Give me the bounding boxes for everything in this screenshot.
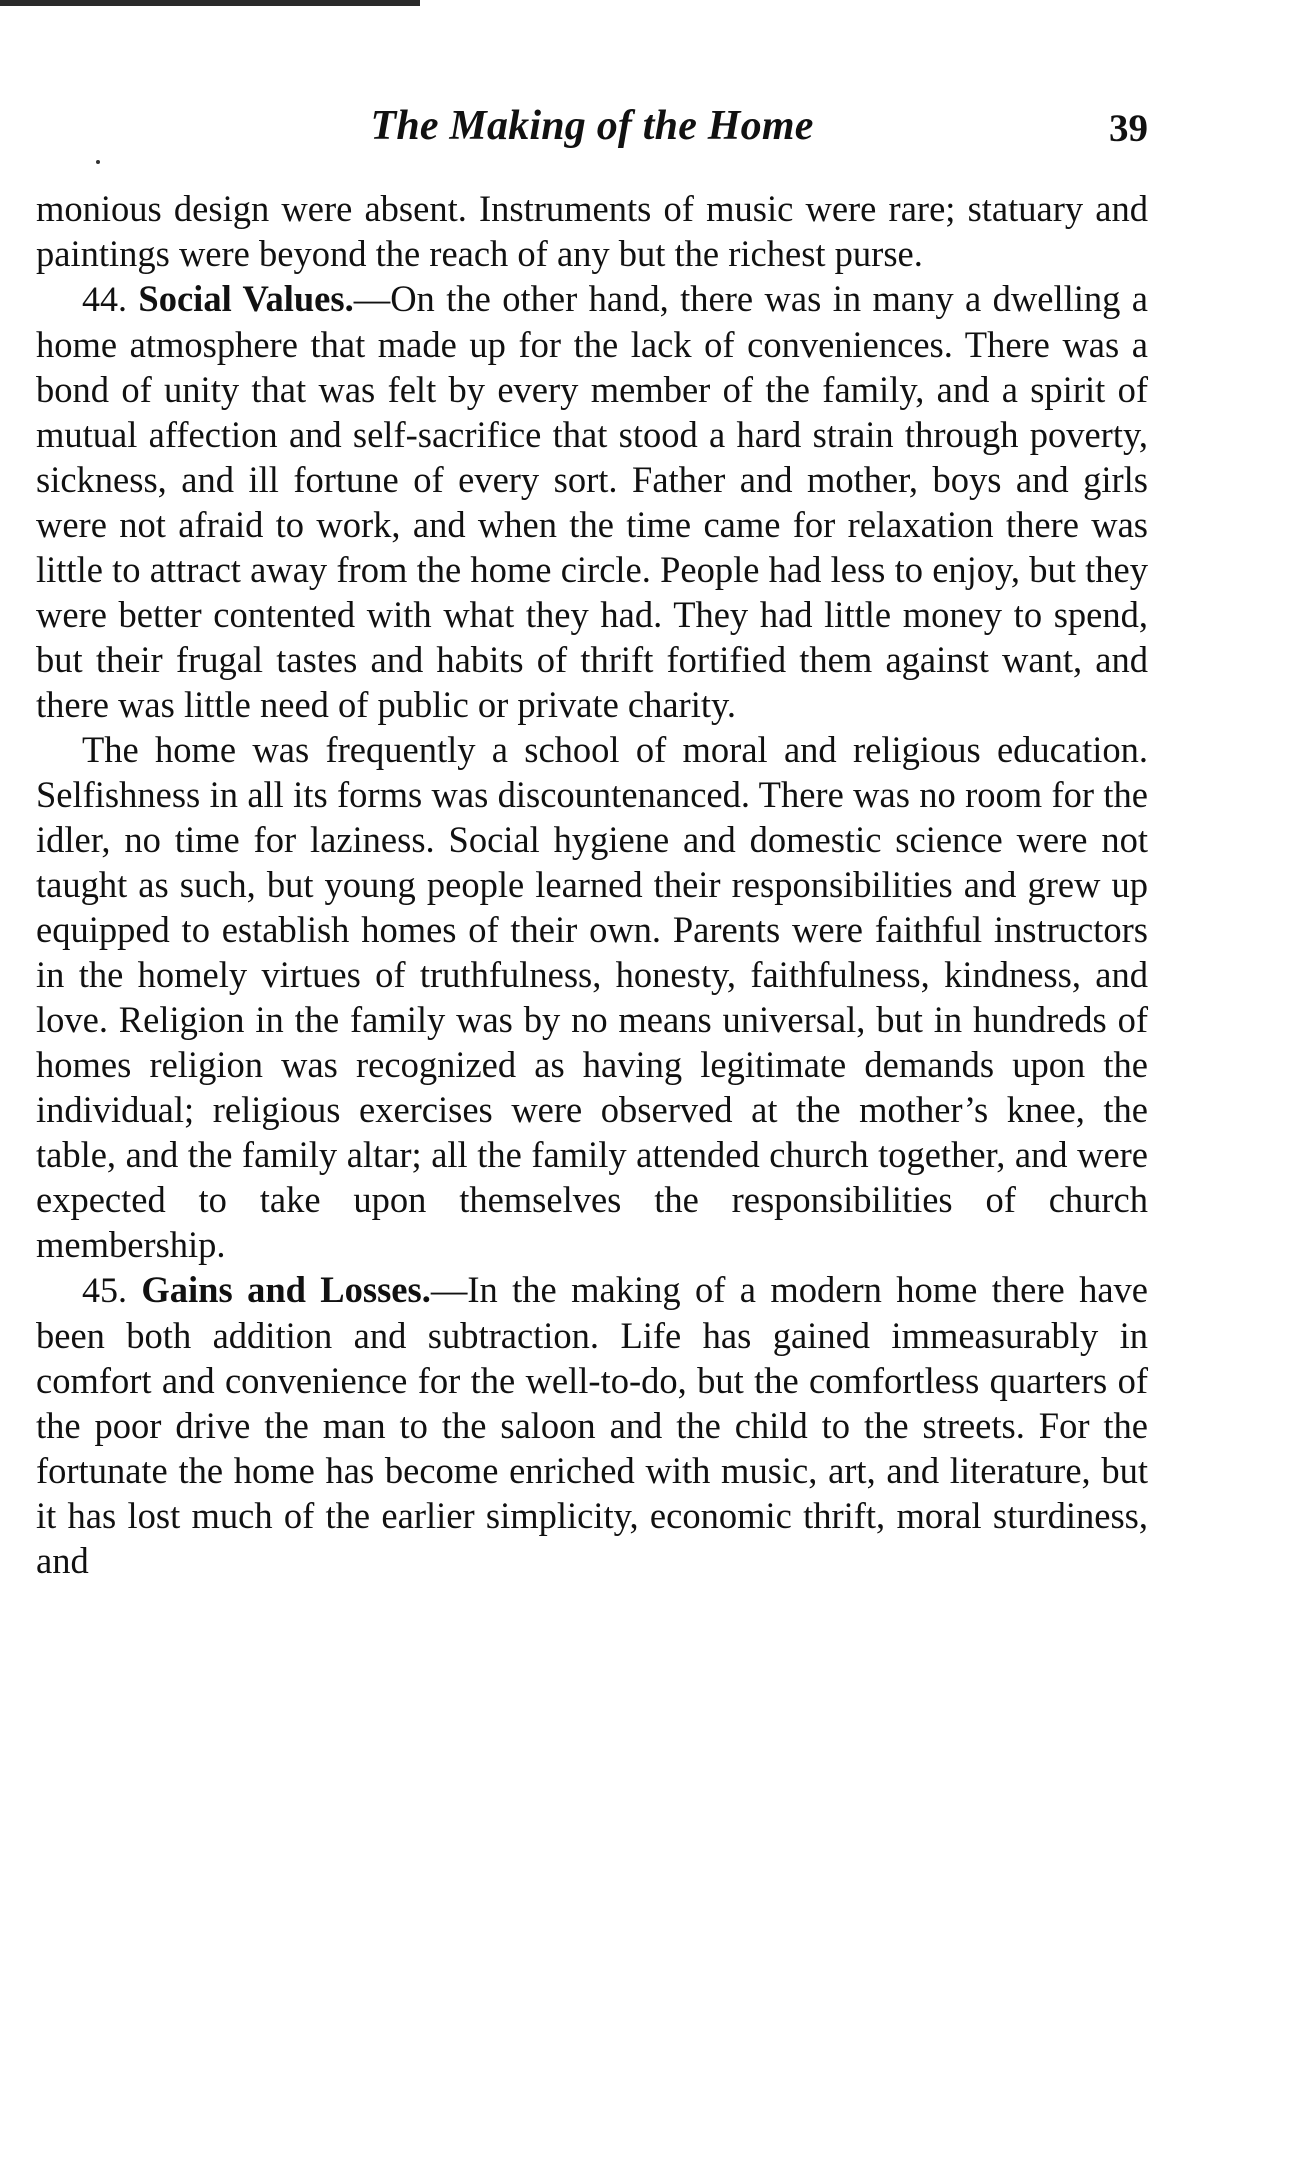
paragraph-gains-losses: [36, 1267, 1148, 1583]
running-title: The Making of the Home: [370, 103, 814, 149]
page-number: 39: [1109, 107, 1148, 150]
section-heading: Social Values.: [138, 278, 354, 319]
running-header: [36, 94, 1148, 164]
paragraph-continuation: monious design were absent. Instruments of music were rare; statuary and paintings were beyond the reach of any but the richest purse.: [36, 188, 1148, 274]
section-number: 44.: [82, 279, 127, 319]
scan-edge: [0, 0, 420, 6]
section-text: —In the making of a modern home there have been both addition and subtraction. Life has gained immeasurably in comfort and convenience for the well-to-do, but the comfortless quarters of the poor drive the man to the saloon and the child to the streets. For the fortunate the home has become enriched with music, art, and literature, but it has lost much of the earlier simplicity, economic thrift, moral sturdiness, and: [36, 1269, 1148, 1581]
section-text: —On the other hand, there was in many a dwelling a home atmosphere that made up for the lack of conveniences. There was a bond of unity that was felt by every member of the family, and a spirit of mutual affection and self-sacrifice that stood a hard strain through poverty, sickness, and ill fortune of every sort. Father and mother, boys and girls were not afraid to work, and when the time came for relaxation there was little to attract away from the home circle. People had less to enjoy, but they were better contented with what they had. They had little money to spend, but their frugal tastes and habits of thrift fortified them against want, and there was little need of public or private charity.: [36, 278, 1148, 725]
paragraph-social-values: [36, 276, 1148, 727]
section-heading: Gains and Losses.: [141, 1269, 431, 1310]
book-page: [36, 94, 1148, 1583]
paragraph-home-school: The home was frequently a school of moral and religious education. Selfishness in all its forms was discountenanced. There was no room for the idler, no time for laziness. Social hygiene and domestic science were not taught as such, but young people learned their responsibilities and grew up equipped to establish homes of their own. Parents were faithful instructors in the homely virtues of truthfulness, honesty, faithfulness, kindness, and love. Religion in the family was by no means universal, but in hundreds of homes religion was recognized as having legitimate demands upon the individual; religious exercises were observed at the mother’s knee, the table, and the family altar; all the family attended church together, and were expected to take upon themselves the responsibilities of church membership.: [36, 729, 1148, 1265]
section-number: 45.: [82, 1270, 127, 1310]
body-text: [36, 186, 1148, 1583]
